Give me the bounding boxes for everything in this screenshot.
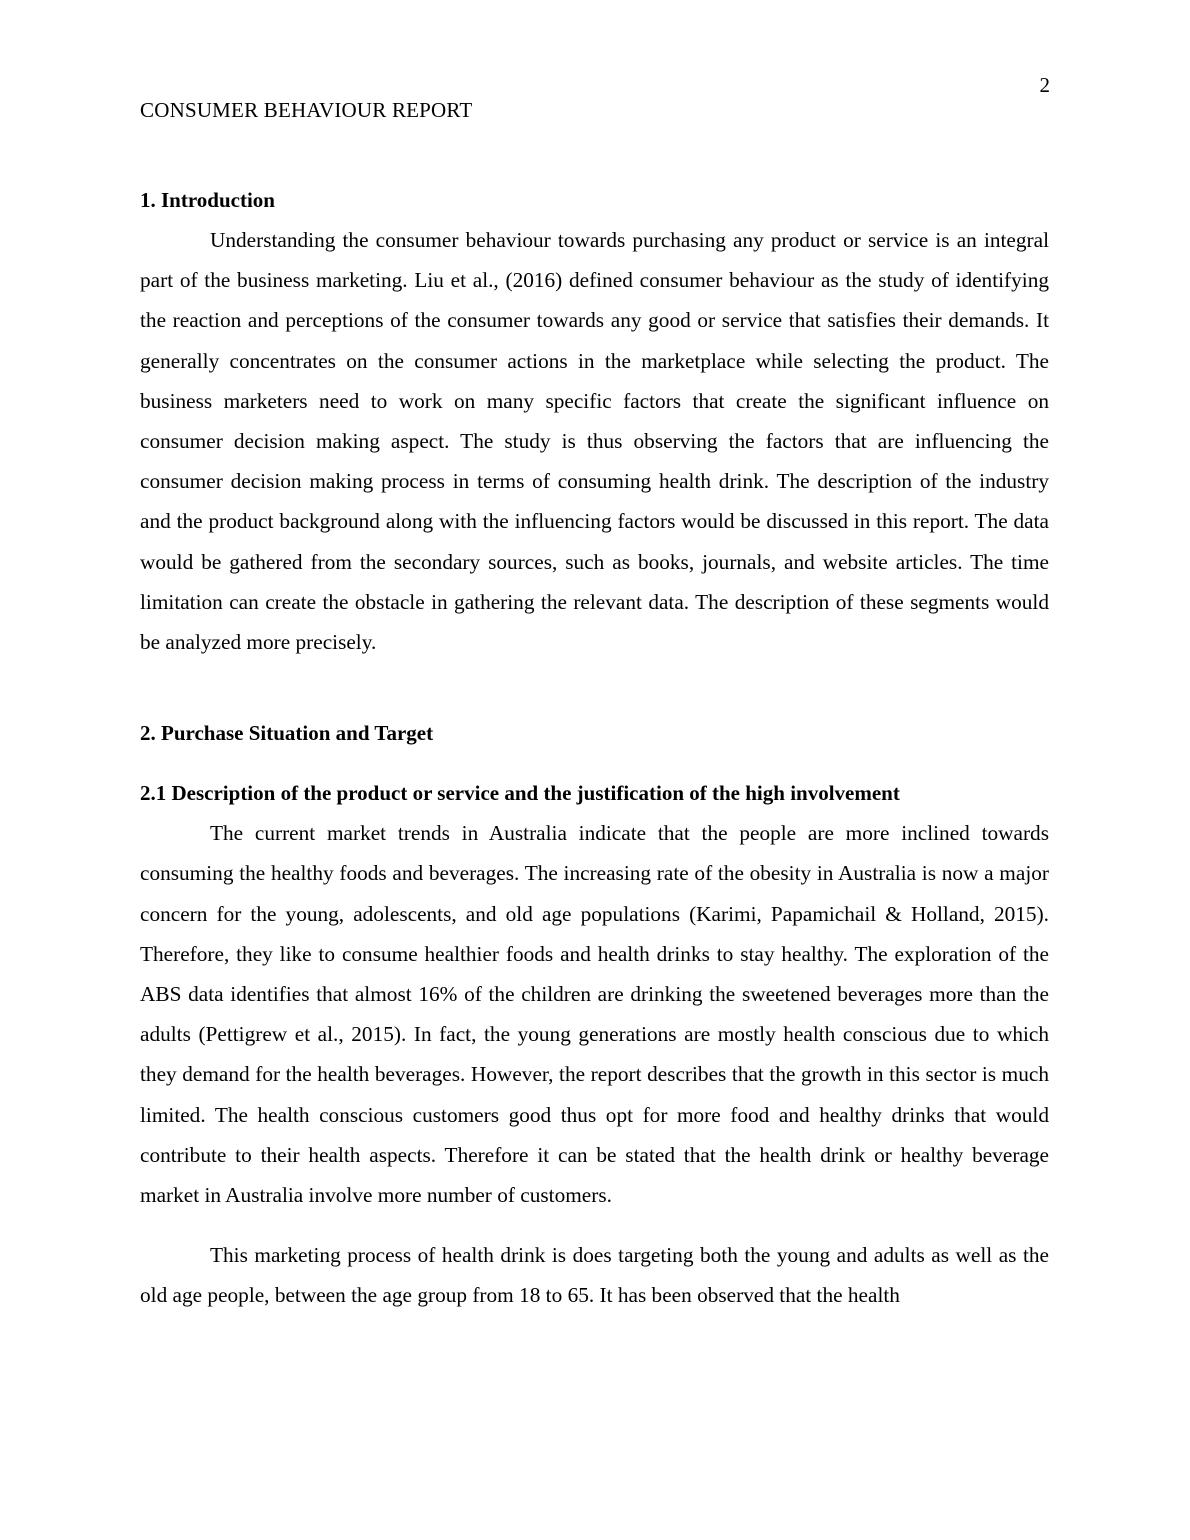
running-head: CONSUMER BEHAVIOUR REPORT [140, 98, 473, 122]
product-description-paragraph-1: The current market trends in Australia indicate that the people are more inclined towards consuming the healthy foods and beverages. The increasing rate of the obesity in Australia is now a major concern for the young, adolescents, and old age populations (Karimi, Papamichail & Holland, 2015). Therefore, they like to consume healthier foods and health drinks to stay healthy. The exploration of the ABS data identifies that almost 16% of the children are drinking the sweetened beverages more than the adults (Pettigrew et al., 2015). In fact, the young generations are mostly health conscious due to which they demand for the health beverages. However, the report describes that the growth in this sector is much limited. The health conscious customers good thus opt for more food and healthy drinks that would contribute to their health aspects. Therefore it can be stated that the health drink or healthy beverage market in Australia involve more number of customers. [140, 821, 1049, 1208]
section-heading-purchase: 2. Purchase Situation and Target [140, 721, 434, 746]
document-body [140, 185, 1049, 1316]
product-description-paragraph-2: This marketing process of health drink is does targeting both the young and adults as well as the old age people, between the age group from 18 to 65. It has been observed that the health [140, 1243, 1049, 1308]
section-heading-introduction: 1. Introduction [140, 188, 275, 212]
subsection-heading-product-description: 2.1 Description of the product or service and the justification of the high involvement [140, 781, 900, 806]
introduction-paragraph: Understanding the consumer behaviour towards purchasing any product or service is an integral part of the business marketing. Liu et al., (2016) defined consumer behaviour as the study of identifying the reaction and perceptions of the consumer towards any good or service that satisfies their demands. It generally concentrates on the consumer actions in the marketplace while selecting the product. The business marketers need to work on many specific factors that create the significant influence on consumer decision making aspect. The study is thus observing the factors that are influencing the consumer decision making process in terms of consuming health drink. The description of the industry and the product background along with the influencing factors would be discussed in this report. The data would be gathered from the secondary sources, such as books, journals, and website articles. The time limitation can create the obstacle in gathering the relevant data. The description of these segments would be analyzed more precisely. [140, 228, 1049, 655]
page-number: 2 [1039, 73, 1050, 97]
